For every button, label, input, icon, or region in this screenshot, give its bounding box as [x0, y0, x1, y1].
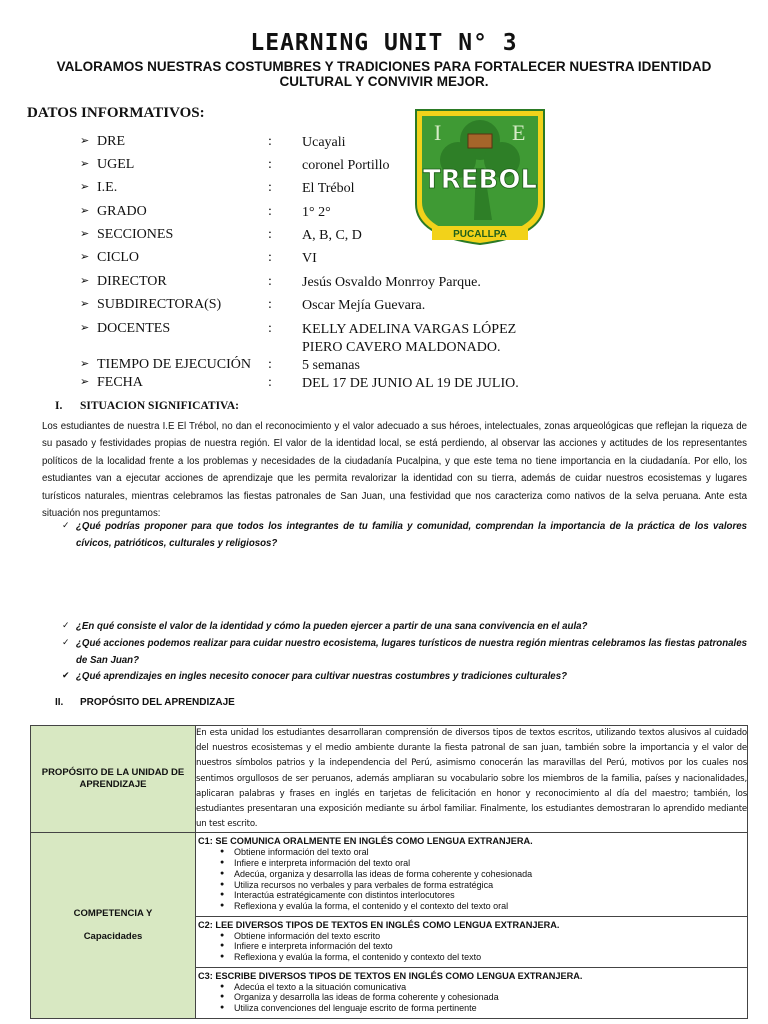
bullet-icon: ● [220, 931, 225, 939]
arrow-bullet-icon: ➢ [80, 180, 90, 193]
check-icon: ✓ [62, 638, 70, 648]
capacidad-text: Infiere e interpreta información del texto oral [234, 858, 411, 869]
bullet-icon: ● [220, 942, 225, 950]
list-item [220, 1003, 747, 1014]
list-item [220, 847, 747, 858]
info-value: 1° 2° [302, 205, 331, 220]
info-value: KELLY ADELINA VARGAS LÓPEZ [302, 322, 517, 337]
info-colon: : [268, 321, 272, 336]
capacidades-list [196, 982, 747, 1014]
logo-name: TREBOL [422, 165, 538, 195]
info-label: DRE [97, 134, 125, 149]
list-item [220, 901, 747, 912]
question-text: ¿Qué aprendizajes en ingles necesito conocer para cultivar nuestras costumbres y tradiciones culturales? [76, 671, 568, 682]
info-colon: : [268, 157, 272, 172]
section-title: PROPÓSITO DEL APRENDIZAJE [80, 697, 235, 708]
table-row [31, 726, 748, 833]
page-title: LEARNING UNIT N° 3 [250, 30, 518, 56]
capacidades-list [196, 847, 747, 911]
arrow-bullet-icon: ➢ [80, 375, 90, 388]
check-icon: ✓ [62, 621, 70, 631]
check-icon: ✔ [62, 671, 70, 681]
info-colon: : [268, 274, 272, 289]
capacidad-text: Adecúa, organiza y desarrolla las ideas de forma coherente y cohesionada [234, 868, 533, 879]
question-item [62, 518, 747, 553]
competencia-label: COMPETENCIA Y [73, 908, 153, 920]
competencia-c2 [196, 916, 747, 967]
list-item [220, 982, 747, 993]
logo-letter-e: E [512, 120, 526, 145]
logo-letter-i: I [434, 120, 442, 145]
datos-heading: DATOS INFORMATIVOS: [27, 105, 205, 121]
bullet-icon: ● [220, 901, 225, 909]
arrow-bullet-icon: ➢ [80, 321, 90, 334]
table-row [31, 833, 748, 1018]
info-label: UGEL [97, 157, 135, 172]
bullet-icon: ● [220, 993, 225, 1001]
info-colon: : [268, 180, 272, 195]
competencia-label-cell [31, 833, 196, 1018]
info-label: DOCENTES [97, 321, 171, 336]
capacidades-list [196, 931, 747, 963]
list-item [220, 858, 747, 869]
info-value: El Trébol [302, 181, 355, 196]
arrow-bullet-icon: ➢ [80, 274, 90, 287]
proposito-label: PROPÓSITO DE LA UNIDAD DE APRENDIZAJE [41, 767, 185, 791]
competencia-title: C2: LEE DIVERSOS TIPOS DE TEXTOS EN INGLÉS COMO LENGUA EXTRANJERA. [198, 919, 560, 930]
school-logo [414, 108, 546, 245]
proposito-label-cell [31, 726, 196, 833]
info-label: CICLO [97, 250, 139, 265]
situacion-paragraph: Los estudiantes de nuestra I.E El Trébol, no dan el reconocimiento y el valor adecuado a sus héroes, intelectuales, zonas arqueológicas que reflejan la riqueza de su pasado y festividades propias de nuestra región. El valor de la identidad local, se está perdiendo, al observar las acciones y actitudes de los representantes políticos de la localidad frente a los problemas y necesidades de la ciudadanía Pucalpina, y que este tema no tiene importancia en la ciudadanía. Por ello, los estudiantes van a ejecutar acciones de aprendizaje que les permita revalorizar la identidad con su tierra, además de cuidar nuestros ecosistemas y lugares turísticos naturales, mientras celebramos las fiestas patronales de San Juan, una festividad que nos caracteriza como nativos de la selva peruana. Ante esta situación nos preguntamos: [42, 421, 747, 520]
capacidad-text: Utiliza recursos no verbales y para verbales de forma estratégica [234, 879, 494, 890]
info-value: A, B, C, D [302, 228, 362, 243]
info-colon: : [268, 250, 272, 265]
competencias-cell [196, 833, 748, 1018]
info-value: DEL 17 DE JUNIO AL 19 DE JULIO. [302, 376, 519, 391]
proposito-text-cell [196, 726, 748, 833]
capacidad-text: Interactúa estratégicamente con distintos interlocutores [234, 890, 455, 901]
arrow-bullet-icon: ➢ [80, 204, 90, 217]
info-label: DIRECTOR [97, 274, 167, 289]
info-label: SUBDIRECTORA(S) [97, 297, 222, 312]
question-item [62, 635, 747, 670]
capacidad-text: Utiliza convenciones del lenguaje escrito de forma pertinente [234, 1003, 477, 1014]
section-number: II. [55, 697, 64, 708]
proposito-text: En esta unidad los estudiantes desarrollaran comprensión de diversos tipos de textos escritos, utilizando textos alusivos al cuidado del nuestros ecosistemas y el medio ambiente durante la fiesta patronal de san juan, también sobre la importancia y el valor de nuestros símbolos patrios y la independencia del Perú, asimismo conocerán las maravillas del Perú, motivos por los cuales nos sentimos orgullosos de ser peruanos, además ampliaran su vocabulario sobre los miembros de la familia, países y nacionalidades, aplicaran palabras y frases en inglés en tarjetas de felicitación en honor y reconocimiento al día del maestro; también, los estudiantes presentaran una exposición mediante su árbol familiar. Finalmente, los estudiantes demostraran lo aprendido mediante un test escrito. [196, 728, 747, 830]
bullet-icon: ● [220, 859, 225, 867]
competencia-title: C3: ESCRIBE DIVERSOS TIPOS DE TEXTOS EN INGLÉS COMO LENGUA EXTRANJERA. [198, 970, 583, 981]
bullet-icon: ● [220, 953, 225, 961]
info-label: GRADO [97, 204, 147, 219]
info-colon: : [268, 297, 272, 312]
capacidad-text: Obtiene información del texto escrito [234, 930, 381, 941]
check-icon: ✓ [62, 521, 70, 531]
bullet-icon: ● [220, 880, 225, 888]
book-icon [468, 134, 492, 148]
list-item [220, 931, 747, 942]
info-colon: : [268, 204, 272, 219]
info-label: I.E. [97, 180, 118, 195]
arrow-bullet-icon: ➢ [80, 134, 90, 147]
list-item [220, 890, 747, 901]
capacidades-label: Capacidades [83, 931, 143, 943]
bullet-icon: ● [220, 1004, 225, 1012]
question-text: ¿En qué consiste el valor de la identidad y cómo la pueden ejercer a partir de una sana convivencia en el aula? [76, 621, 588, 632]
bullet-icon: ● [220, 982, 225, 990]
list-item [220, 952, 747, 963]
capacidad-text: Organiza y desarrolla las ideas de forma coherente y cohesionada [234, 992, 499, 1003]
bullet-icon: ● [220, 848, 225, 856]
proposito-table [30, 725, 748, 1019]
arrow-bullet-icon: ➢ [80, 357, 90, 370]
question-item [62, 668, 747, 685]
section-title: SITUACION SIGNIFICATIVA: [80, 400, 240, 412]
competencia-title: C1: SE COMUNICA ORALMENTE EN INGLÉS COMO LENGUA EXTRANJERA. [198, 836, 533, 847]
arrow-bullet-icon: ➢ [80, 250, 90, 263]
info-value-second: PIERO CAVERO MALDONADO. [302, 340, 501, 355]
arrow-bullet-icon: ➢ [80, 157, 90, 170]
question-text: ¿Qué podrías proponer para que todos los integrantes de tu familia y comunidad, comprendan la importancia de la práctica de los valores cívicos, patrióticos, culturales y religiosos? [76, 521, 747, 550]
info-value: VI [302, 251, 317, 266]
info-value: Ucayali [302, 135, 346, 150]
list-item [220, 941, 747, 952]
info-label: SECCIONES [97, 227, 174, 242]
capacidad-text: Reflexiona y evalúa la forma, el contenido y contexto del texto [234, 952, 482, 963]
list-item [220, 992, 747, 1003]
capacidad-text: Adecúa el texto a la situación comunicativa [234, 981, 407, 992]
logo-city: PUCALLPA [453, 229, 507, 240]
capacidad-text: Reflexiona y evalúa la forma, el contenido y el contexto del texto oral [234, 900, 509, 911]
arrow-bullet-icon: ➢ [80, 227, 90, 240]
info-colon: : [268, 134, 272, 149]
bullet-icon: ● [220, 891, 225, 899]
capacidad-text: Obtiene información del texto oral [234, 847, 369, 858]
unit-subtitle: VALORAMOS NUESTRAS COSTUMBRES Y TRADICIONES PARA FORTALECER NUESTRA IDENTIDAD CULTURAL Y CONVIVIR MEJOR. [56, 59, 712, 89]
info-value: Jesús Osvaldo Monrroy Parque. [302, 275, 481, 290]
bullet-icon: ● [220, 869, 225, 877]
arrow-bullet-icon: ➢ [80, 297, 90, 310]
info-label: FECHA [97, 375, 143, 390]
info-colon: : [268, 357, 272, 372]
section-number: I. [55, 400, 63, 412]
capacidad-text: Infiere e interpreta información del texto [234, 941, 393, 952]
list-item [220, 880, 747, 891]
question-item [62, 618, 747, 635]
competencia-c3 [196, 967, 747, 1018]
info-value: Oscar Mejía Guevara. [302, 298, 426, 313]
competencia-c1 [196, 833, 747, 915]
info-label: TIEMPO DE EJECUCIÓN [97, 357, 251, 372]
question-text: ¿Qué acciones podemos realizar para cuidar nuestro ecosistema, lugares turísticos de nuestra región mientras celebramos las fiestas patronales de San Juan? [76, 638, 747, 667]
info-colon: : [268, 227, 272, 242]
list-item [220, 869, 747, 880]
info-value: coronel Portillo [302, 158, 390, 173]
info-value: 5 semanas [302, 358, 360, 373]
info-colon: : [268, 375, 272, 390]
